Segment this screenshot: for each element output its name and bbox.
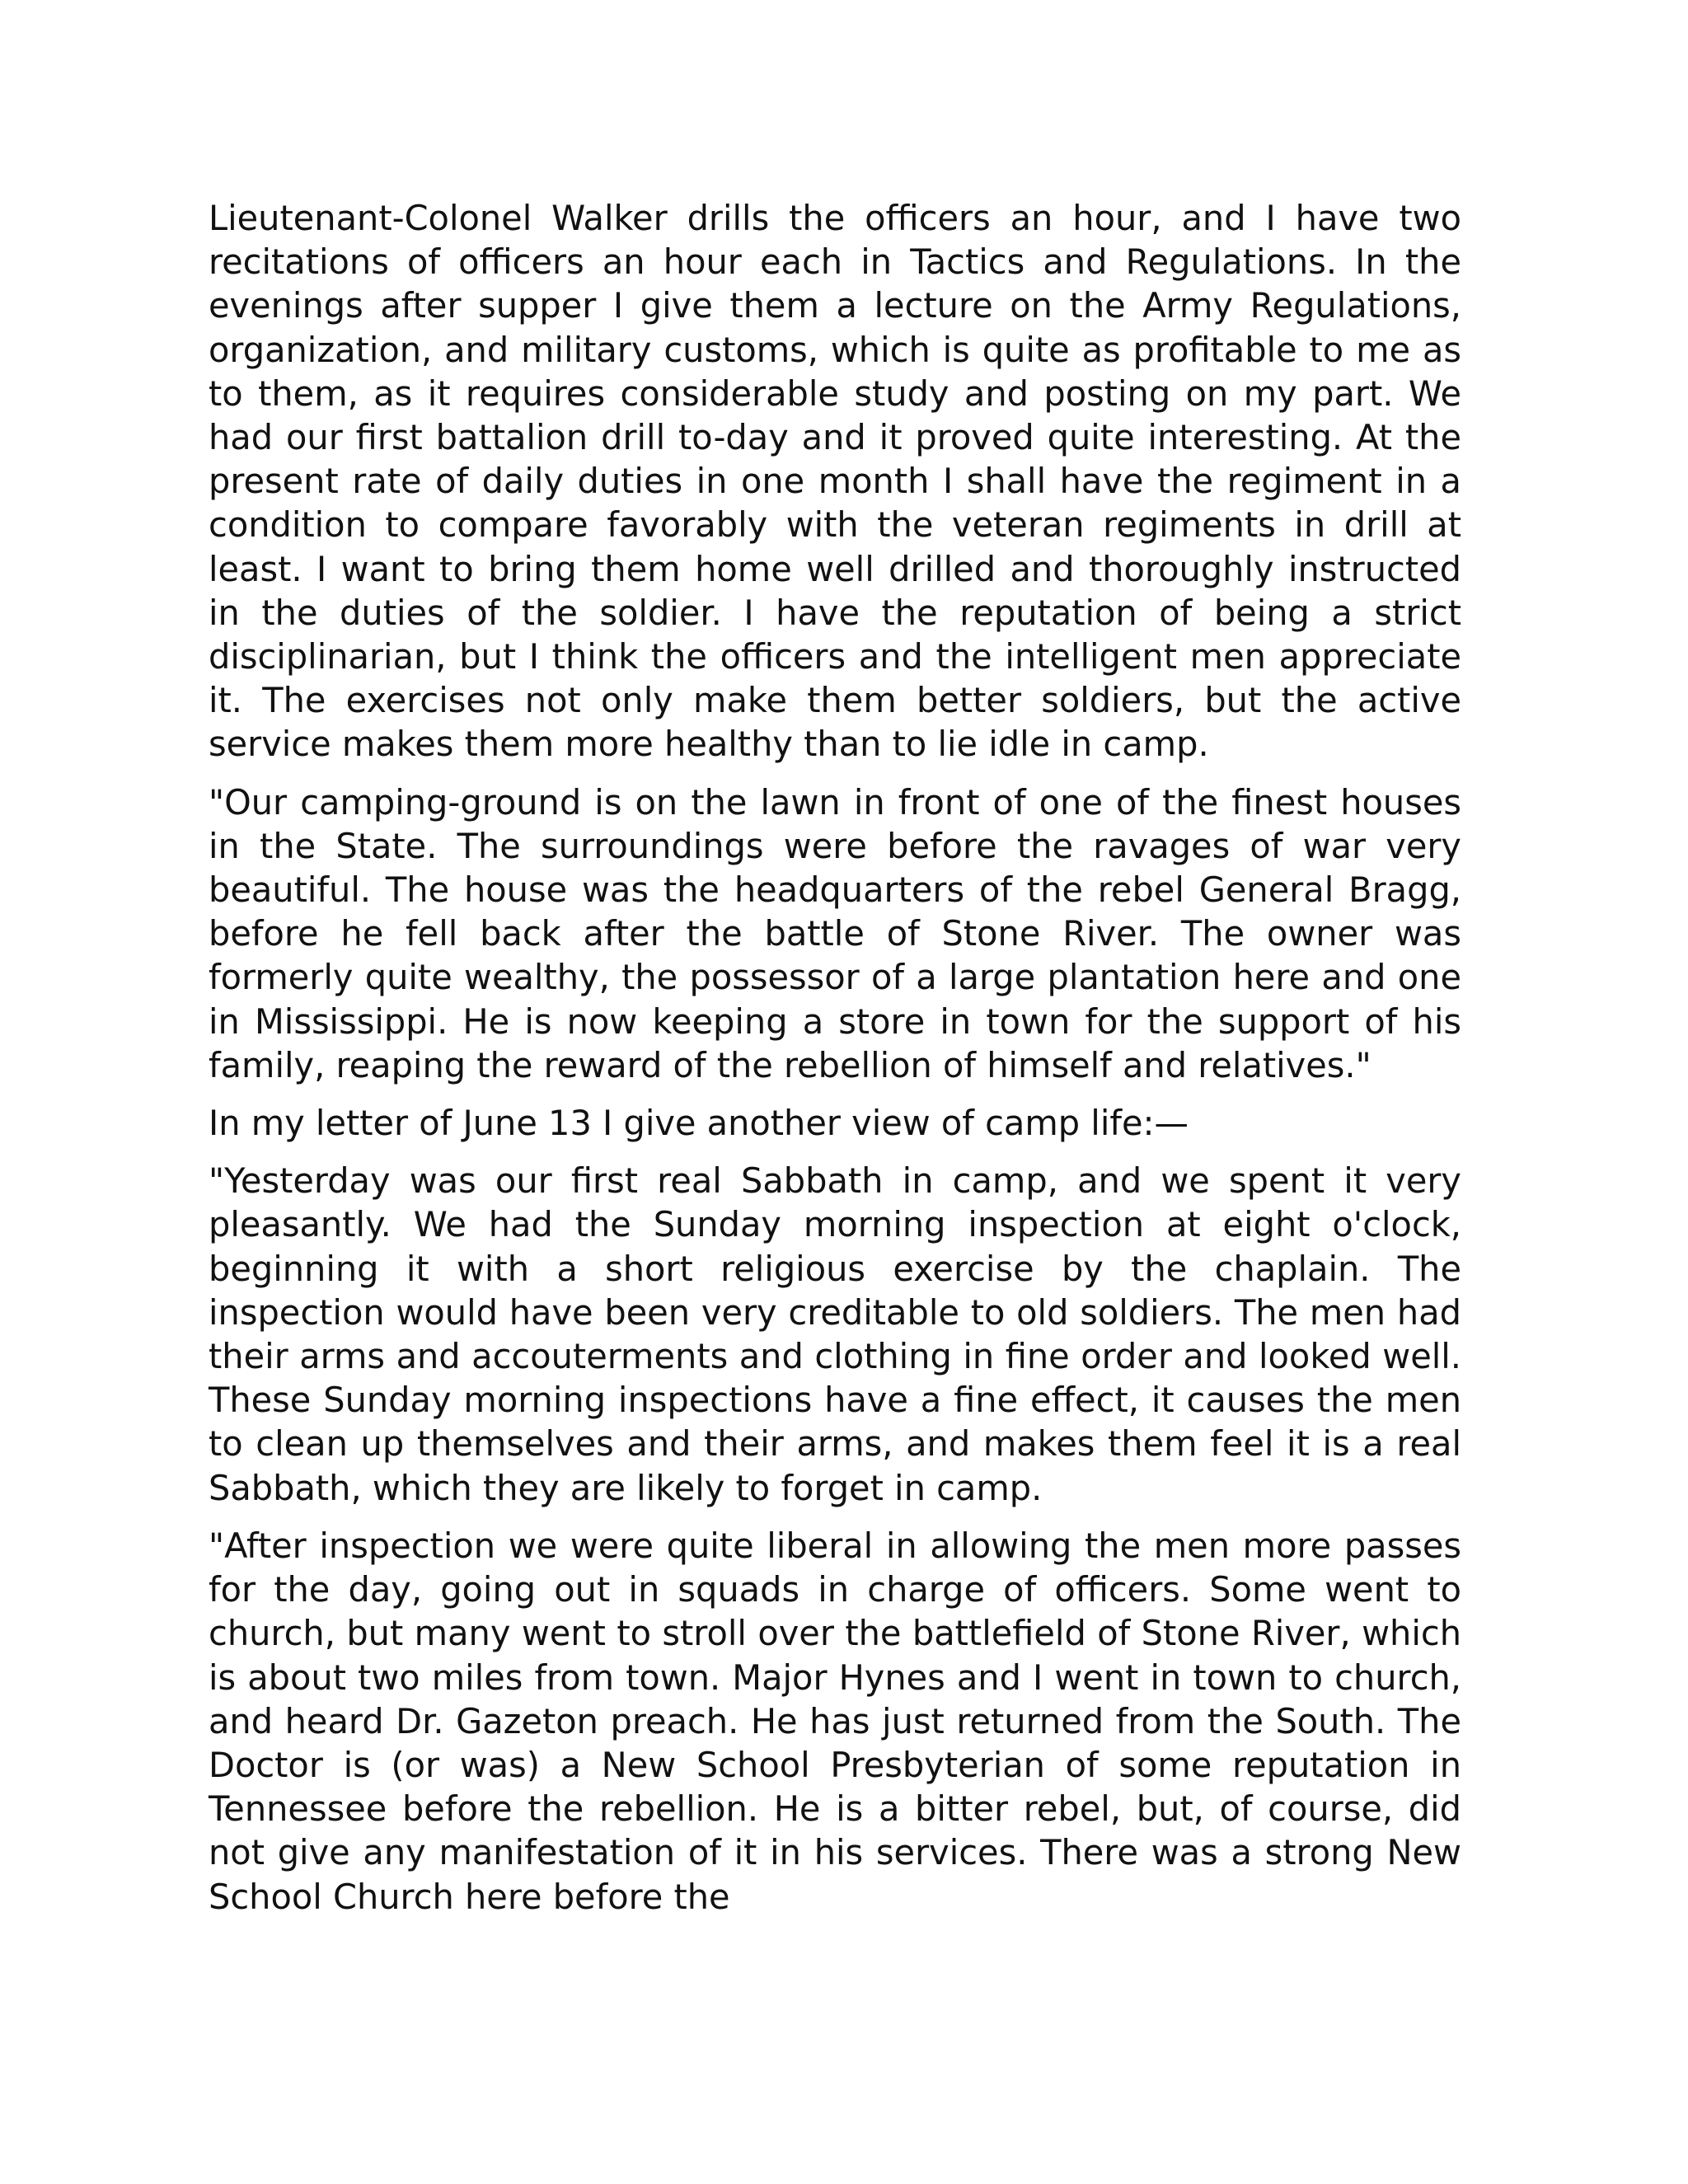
paragraph-after-inspection: "After inspection we were quite liberal in allowing the men more passes for the day, going out in squads in charge of officers. Some went to church, but many went to stroll over the battlefield of Stone River, which is about two miles from town. Major Hynes and I went in town to church, and heard Dr. Gazeton preach. He has just returned from the South. The Doctor is (or was) a New School Presbyterian of some reputation in Tennessee before the rebellion. He is a bitter rebel, but, of course, did not give any manifestation of it in his services. There was a strong New School Church here before the: [209, 1525, 1461, 1917]
paragraph-sabbath: "Yesterday was our first real Sabbath in camp, and we spent it very pleasantly. We had the Sunday morning inspection at eight o'clock, beginning it with a short religious exercise by the chaplain. The inspection would have been very creditable to old soldiers. The men had their arms and accouterments and clothing in fine order and looked well. These Sunday morning inspections have a fine effect, it causes the men to clean up themselves and their arms, and makes them feel it is a real Sabbath, which they are likely to forget in camp.: [209, 1160, 1461, 1508]
paragraph-drills: Lieutenant-Colonel Walker drills the officers an hour, and I have two recitations of officers an hour each in Tactics and Regulations. In the evenings after supper I give them a lecture on the Army Regulations, organization, and military customs, which is quite as profitable to me as to them, as it requires considerable study and posting on my part. We had our first battalion drill to-day and it proved quite interesting. At the present rate of daily duties in one month I shall have the regiment in a condition to compare favorably with the veteran regiments in drill at least. I want to bring them home well drilled and thoroughly instructed in the duties of the soldier. I have the reputation of being a strict disciplinarian, but I think the officers and the intelligent men appreciate it. The exercises not only make them better soldiers, but the active service makes them more healthy than to lie idle in camp.: [209, 198, 1461, 765]
paragraph-letter-june-13: In my letter of June 13 I give another view of camp life:—: [209, 1103, 1189, 1144]
document-page: [209, 196, 1461, 1919]
paragraph-camping-ground: "Our camping-ground is on the lawn in front of one of the finest houses in the State. The surroundings were before the ravages of war very beautiful. The house was the headquarters of the rebel General Bragg, before he fell back after the battle of Stone River. The owner was formerly quite wealthy, the possessor of a large plantation here and one in Mississippi. He is now keeping a store in town for the support of his family, reaping the reward of the rebellion of himself and relatives.": [209, 781, 1461, 1085]
